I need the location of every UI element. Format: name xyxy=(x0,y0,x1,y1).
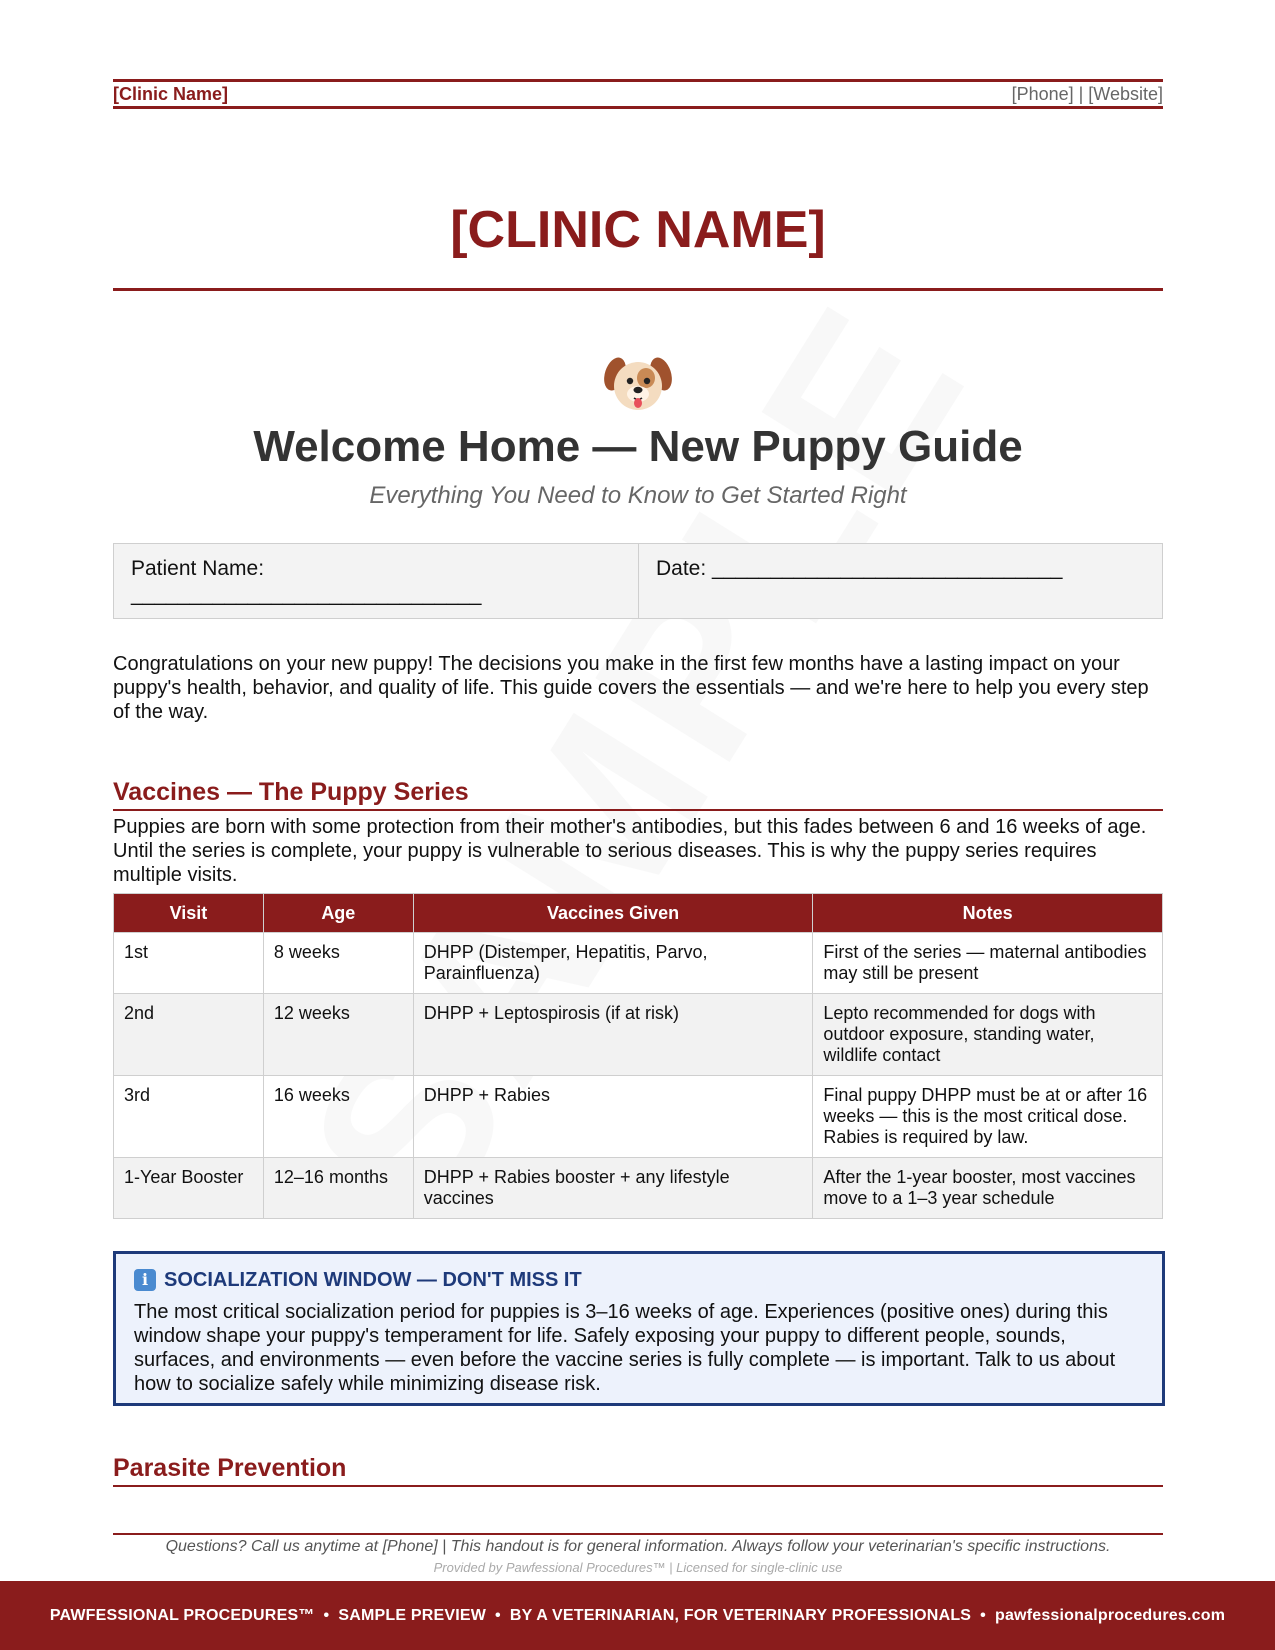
age-cell: 12 weeks xyxy=(263,994,413,1076)
footer-provided-by: Provided by Pawfessional Procedures™ | Licensed for single-clinic use xyxy=(433,1560,843,1575)
running-header xyxy=(113,79,1163,109)
banner-separator: • xyxy=(323,1606,330,1624)
table-row xyxy=(114,1076,1163,1158)
footer-banner xyxy=(0,1581,1275,1650)
visit-cell: 1st xyxy=(114,933,264,994)
age-cell: 12–16 months xyxy=(263,1158,413,1219)
guide-subtitle: Everything You Need to Know to Get Started Right xyxy=(369,482,907,509)
banner-separator: • xyxy=(980,1606,986,1624)
age-cell: 16 weeks xyxy=(263,1076,413,1158)
header-contact: [Phone] | [Website] xyxy=(1011,83,1163,104)
banner-sample-preview: SAMPLE PREVIEW xyxy=(338,1606,487,1624)
patient-info-box xyxy=(113,543,1163,619)
patient-name-field[interactable] xyxy=(114,544,638,618)
column-header-notes: Notes xyxy=(813,894,1163,933)
table-row xyxy=(114,933,1163,994)
info-icon: i xyxy=(134,1269,156,1291)
vaccine-schedule-table xyxy=(113,893,1163,1219)
table-row xyxy=(114,1158,1163,1219)
date-label: Date: xyxy=(656,557,707,580)
notes-cell: First of the series — maternal antibodies may still be present xyxy=(813,933,1163,994)
vaccines-heading: Vaccines — The Puppy Series xyxy=(113,776,1163,811)
puppy-face-icon xyxy=(601,354,675,414)
parasite-heading: Parasite Prevention xyxy=(113,1452,1163,1487)
notes-cell: Final puppy DHPP must be at or after 16 weeks — this is the most critical dose. Rabies is required by law. xyxy=(813,1076,1163,1158)
guide-title: Welcome Home — New Puppy Guide xyxy=(253,422,1023,471)
vaccines-cell: DHPP + Leptospirosis (if at risk) xyxy=(413,994,813,1076)
notes-cell: After the 1-year booster, most vaccines move to a 1–3 year schedule xyxy=(813,1158,1163,1219)
callout-heading: SOCIALIZATION WINDOW — DON'T MISS IT xyxy=(164,1268,582,1291)
title-divider xyxy=(113,288,1163,291)
visit-cell: 1-Year Booster xyxy=(114,1158,264,1219)
age-cell: 8 weeks xyxy=(263,933,413,994)
notes-cell: Lepto recommended for dogs with outdoor exposure, standing water, wildlife contact xyxy=(813,994,1163,1076)
footer-note: Questions? Call us anytime at [Phone] | This handout is for general information. Always follow your veterinarian's specific instructions. xyxy=(165,1538,1111,1555)
callout-heading-row xyxy=(134,1266,1144,1294)
vaccines-cell: DHPP + Rabies xyxy=(413,1076,813,1158)
patient-name-label: Patient Name: xyxy=(131,557,265,580)
date-field[interactable] xyxy=(638,544,1162,618)
banner-separator: • xyxy=(495,1606,501,1624)
vaccines-description: Puppies are born with some protection from their mother's antibodies, but this fades between 6 and 16 weeks of age. Until the series is complete, your puppy is vulnerable to serious diseases. This is why the puppy series requires multiple visits. xyxy=(113,816,1147,886)
callout-body: The most critical socialization period for puppies is 3–16 weeks of age. Experiences (positive ones) during this window shape your puppy's temperament for life. Safely exposing your puppy to different people, sounds, surfaces, and environments — even before the vaccine series is fully complete — is important. Talk to us about how to socialize safely while minimizing disease risk. xyxy=(134,1301,1116,1395)
column-header-age: Age xyxy=(263,894,413,933)
visit-cell: 3rd xyxy=(114,1076,264,1158)
intro-paragraph: Congratulations on your new puppy! The decisions you make in the first few months have a lasting impact on your puppy's health, behavior, and quality of life. This guide covers the essentials — and we're here to help you every step of the way. xyxy=(113,653,1149,723)
footer-divider xyxy=(113,1533,1163,1535)
table-row xyxy=(114,994,1163,1076)
banner-tagline: BY A VETERINARIAN, FOR VETERINARY PROFESSIONALS xyxy=(509,1606,972,1624)
visit-cell: 2nd xyxy=(114,994,264,1076)
banner-website-link[interactable]: pawfessionalprocedures.com xyxy=(994,1606,1226,1624)
socialization-callout xyxy=(113,1251,1165,1406)
vaccines-cell: DHPP (Distemper, Hepatitis, Parvo, Parainfluenza) xyxy=(413,933,813,994)
banner-brand: PAWFESSIONAL PROCEDURES™ xyxy=(49,1606,315,1624)
table-header-row xyxy=(114,894,1163,933)
column-header-vaccines: Vaccines Given xyxy=(413,894,813,933)
clinic-title: [CLINIC NAME] xyxy=(450,201,826,259)
date-blank: ______________________________ xyxy=(712,557,1063,580)
vaccines-cell: DHPP + Rabies booster + any lifestyle vaccines xyxy=(413,1158,813,1219)
header-clinic-name: [Clinic Name] xyxy=(113,83,229,104)
patient-name-blank: ______________________________ xyxy=(131,583,482,606)
column-header-visit: Visit xyxy=(114,894,264,933)
